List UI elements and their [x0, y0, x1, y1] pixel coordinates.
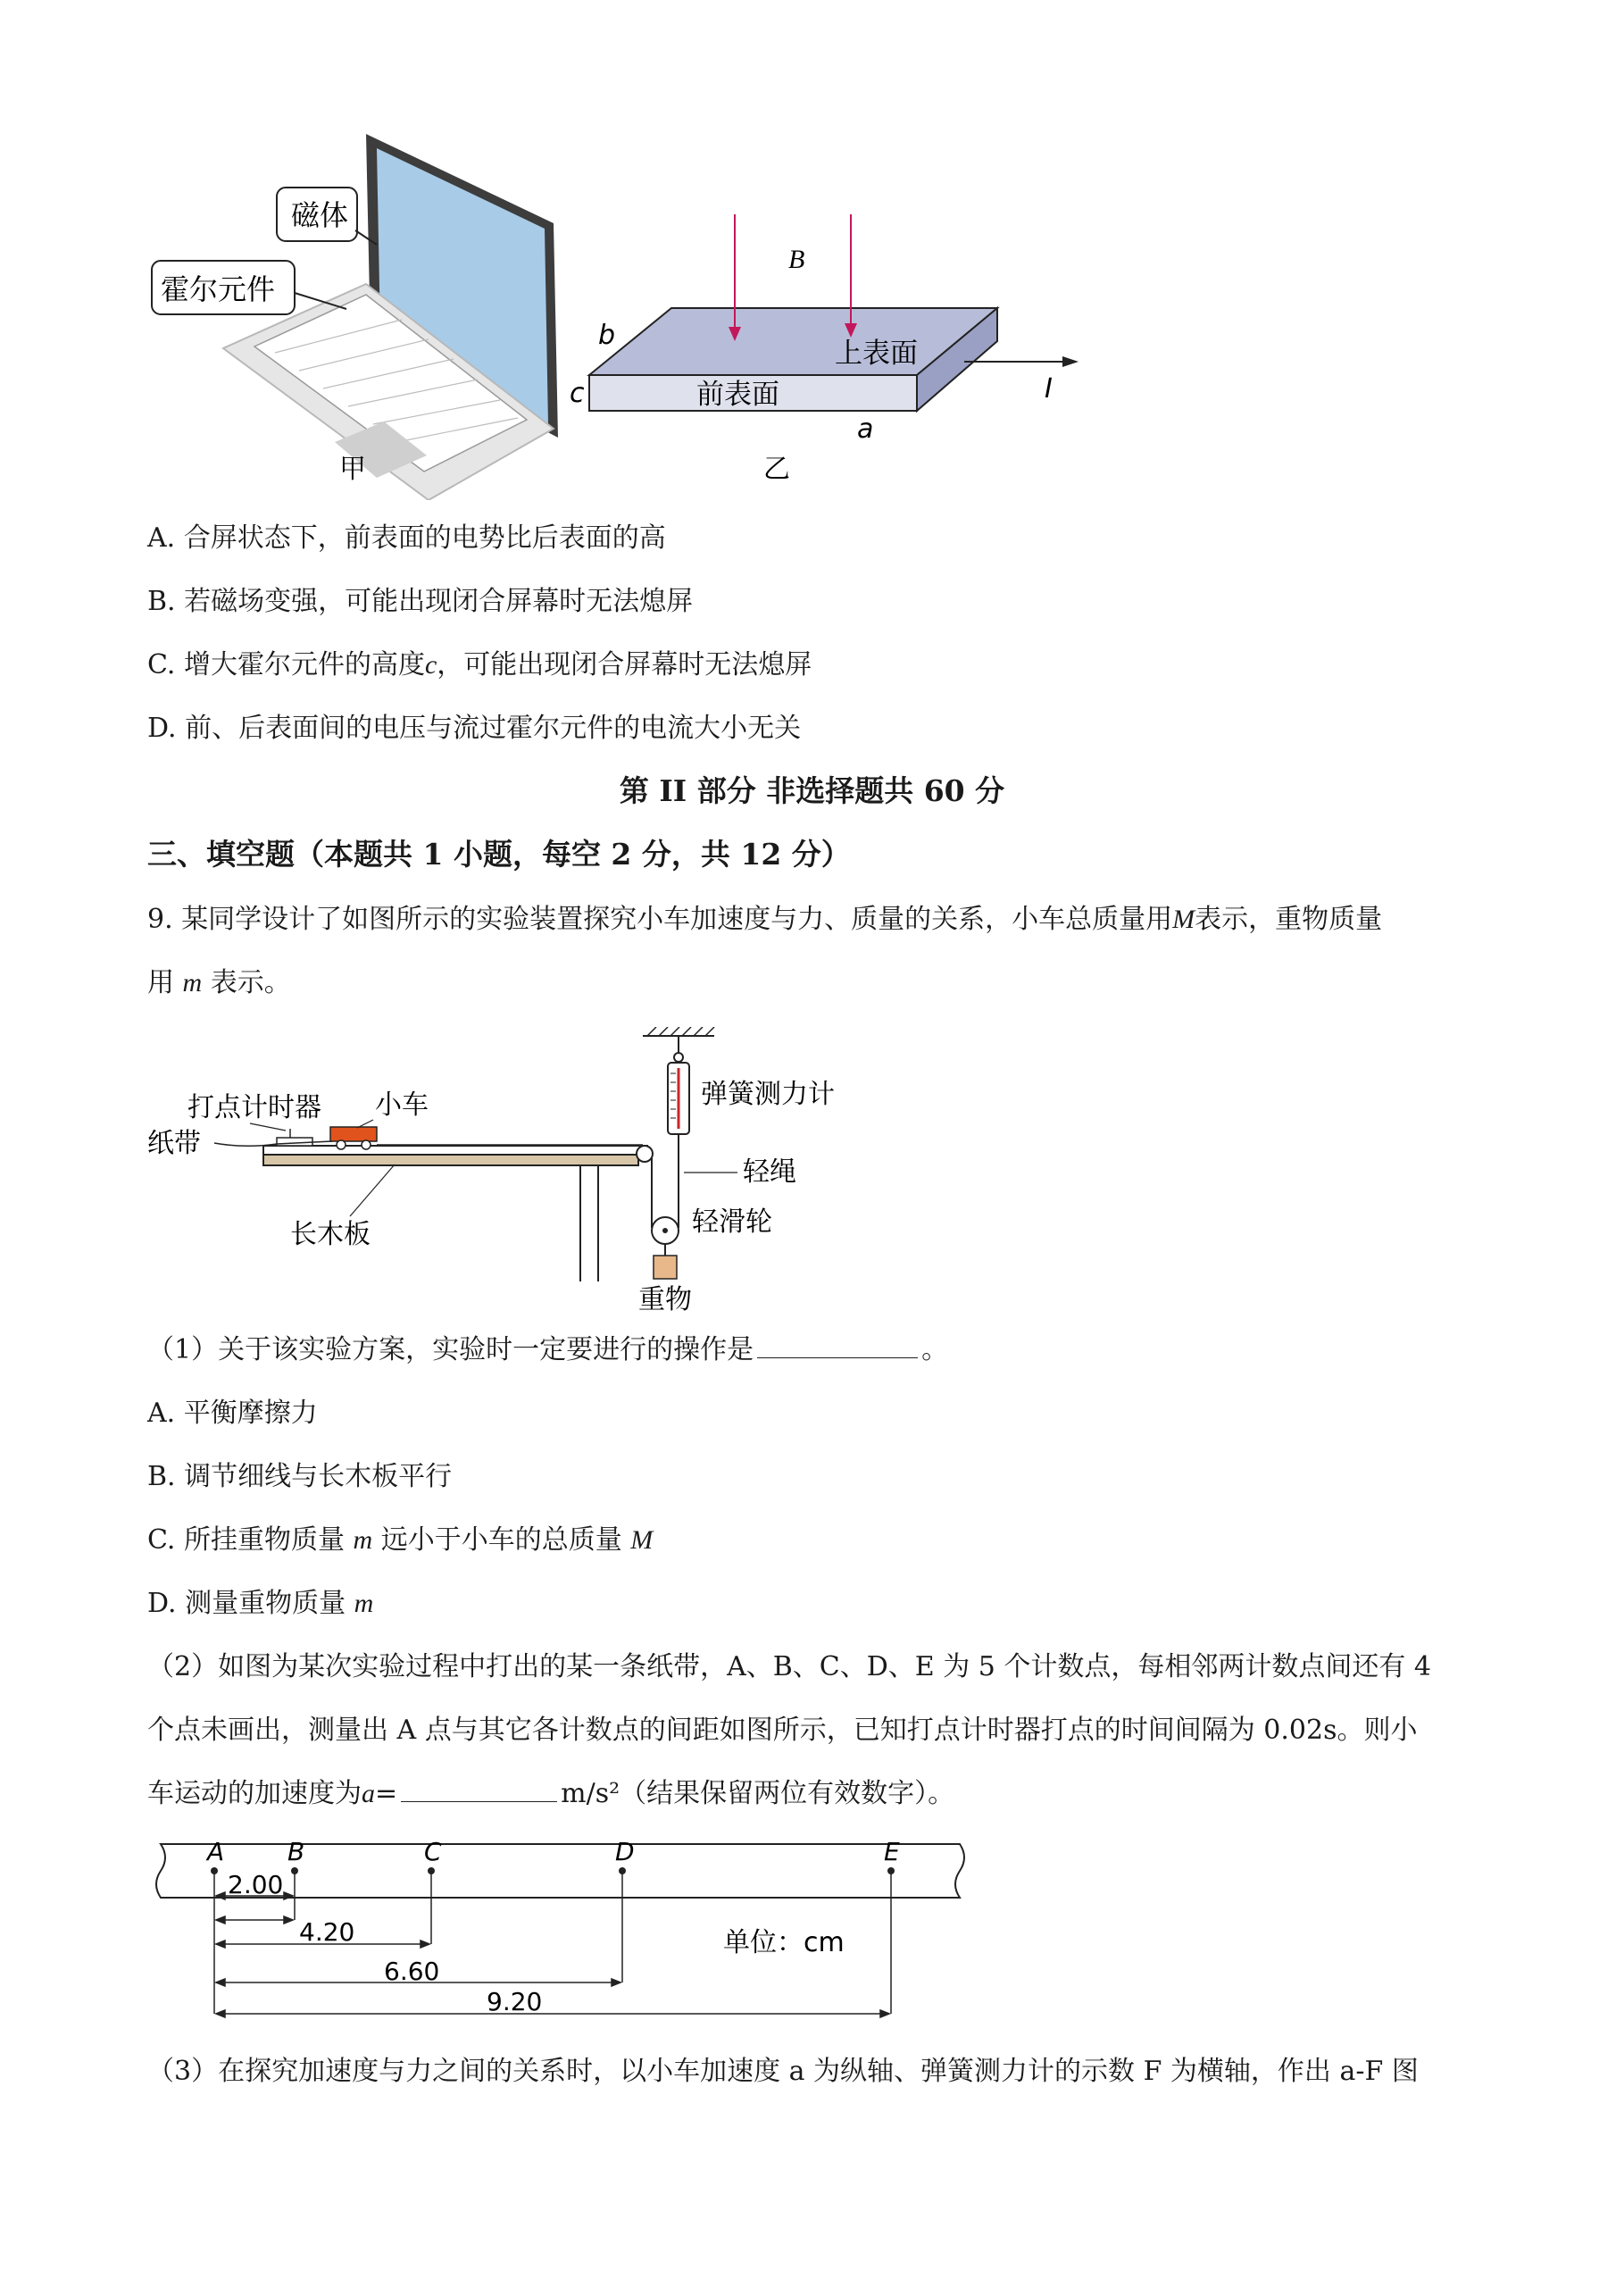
label-timer: 打点计时器 [187, 1092, 321, 1123]
caption-yi: 乙 [763, 454, 790, 485]
label-board: 长木板 [290, 1219, 371, 1250]
label-a: a [857, 413, 874, 445]
label-I: I [1045, 373, 1053, 405]
label-top-surface: 上表面 [835, 338, 918, 370]
cart [330, 1127, 377, 1141]
sub1-question: （1）关于该实验方案，实验时一定要进行的操作是 。 [147, 1334, 949, 1365]
magnet-label: 磁体 [291, 198, 349, 232]
sub1-option-b: B. 调节细线与长木板平行 [147, 1461, 453, 1492]
label-rope: 轻绳 [743, 1156, 796, 1188]
part2-title: 第 II 部分 非选择题共 60 分 [619, 773, 1005, 808]
sub1-option-d: D. 测量重物质量 m [147, 1588, 374, 1619]
figure-hall-laptop [143, 134, 1125, 500]
hall-element-label: 霍尔元件 [161, 272, 276, 306]
long-board [263, 1146, 647, 1155]
label-front-surface: 前表面 [696, 379, 779, 411]
q9-line1: 9. 某同学设计了如图所示的实验装置探究小车加速度与力、质量的关系，小车总质量用M表示，重物质量 [147, 904, 1383, 935]
label-cart: 小车 [375, 1089, 429, 1121]
board-pulley [637, 1146, 653, 1162]
answer-blank-2[interactable] [401, 1776, 557, 1802]
label-tape: 纸带 [147, 1128, 201, 1159]
hanging-weight [654, 1256, 677, 1279]
sub2-line1: （2）如图为某次实验过程中打出的某一条纸带，A、B、C、D、E 为 5 个计数点，每相邻两计数点间还有 4 [147, 1651, 1432, 1682]
caption-jia: 甲 [339, 454, 366, 485]
distance-AC: 4.20 [299, 1917, 355, 1947]
label-pulley: 轻滑轮 [692, 1206, 772, 1238]
sub1-option-c: C. 所挂重物质量 m 远小于小车的总质量 M [147, 1524, 654, 1556]
label-b: b [598, 320, 616, 351]
point-label-C: C [424, 1837, 442, 1866]
q8-option-b: B. 若磁场变强，可能出现闭合屏幕时无法熄屏 [147, 586, 694, 617]
q8-option-c: C. 增大霍尔元件的高度c，可能出现闭合屏幕时无法熄屏 [147, 649, 812, 680]
point-label-D: D [615, 1837, 635, 1866]
distance-AE: 9.20 [487, 1987, 543, 2016]
ticker-timer [277, 1138, 312, 1146]
point-label-A: A [207, 1837, 225, 1866]
table-top [263, 1155, 638, 1165]
label-c: c [570, 378, 585, 409]
sub2-line3: 车运动的加速度为a= m/s²（结果保留两位有效数字）。 [147, 1778, 955, 1809]
q9-line2: 用 m 表示。 [147, 967, 291, 998]
q8-option-d: D. 前、后表面间的电压与流过霍尔元件的电流大小无关 [147, 713, 802, 744]
label-B: B [788, 245, 805, 274]
figure-apparatus [143, 1027, 911, 1313]
point-label-E: E [884, 1837, 900, 1866]
sub1-option-a: A. 平衡摩擦力 [147, 1398, 318, 1429]
label-weight: 重物 [638, 1284, 692, 1313]
label-spring-scale: 弹簧测力计 [701, 1079, 835, 1110]
q8-option-a: A. 合屏状态下，前表面的电势比后表面的高 [147, 522, 666, 554]
unit-label: 单位：cm [723, 1927, 845, 1958]
distance-AB: 2.00 [228, 1870, 284, 1899]
answer-blank-1[interactable] [757, 1332, 918, 1358]
distance-AD: 6.60 [384, 1957, 440, 1986]
section3-title: 三、填空题（本题共 1 小题，每空 2 分，共 12 分） [147, 837, 851, 872]
figure-paper-tape [143, 1826, 1000, 2032]
sub2-line2: 个点未画出，测量出 A 点与其它各计数点的间距如图所示，已知打点计时器打点的时间间隔为 0.02s。则小 [147, 1715, 1418, 1746]
sub3-line1: （3）在探究加速度与力之间的关系时，以小车加速度 a 为纵轴、弹簧测力计的示数 F 为横轴，作出 a-F 图 [147, 2056, 1419, 2087]
point-label-B: B [287, 1837, 305, 1866]
